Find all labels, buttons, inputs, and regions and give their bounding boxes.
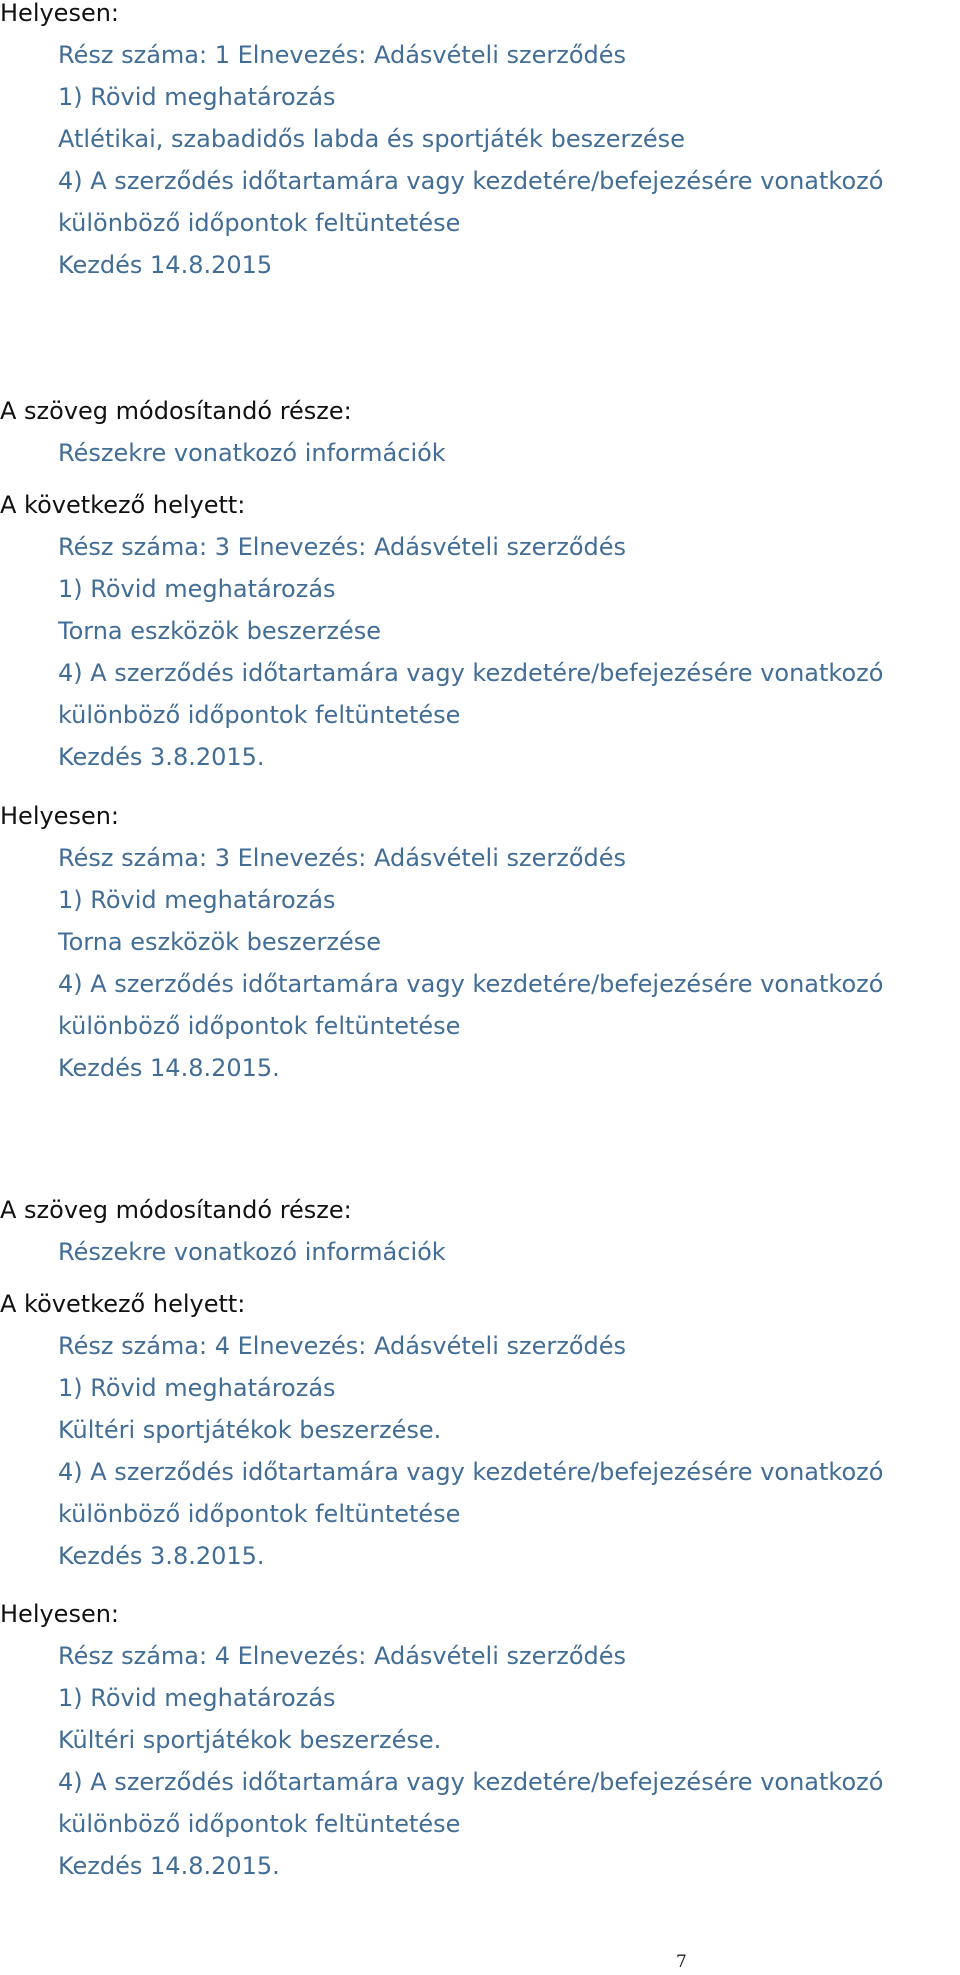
- page-number: 7: [676, 1952, 687, 1972]
- duration-heading: 4) A szerződés időtartamára vagy kezdetére/befejezésére vonatkozó: [58, 1768, 884, 1796]
- section-content: [0, 526, 960, 778]
- start-date: Kezdés 14.8.2015.: [58, 1054, 280, 1082]
- section-content: [0, 1325, 960, 1577]
- correction-section-part-3: [0, 795, 960, 1089]
- part-number-line: Rész száma: 1 Elnevezés: Adásvételi szerződés: [58, 41, 627, 69]
- text-to-modify-section-2: [0, 1189, 960, 1273]
- duration-heading-continued: különböző időpontok feltüntetése: [58, 209, 461, 237]
- duration-heading: 4) A szerződés időtartamára vagy kezdetére/befejezésére vonatkozó: [58, 970, 884, 998]
- short-description-text: Torna eszközök beszerzése: [58, 928, 382, 956]
- correction-section-part-4: [0, 1593, 960, 1887]
- modified-section-name: Részekre vonatkozó információk: [58, 439, 446, 467]
- short-description-heading: 1) Rövid meghatározás: [58, 575, 336, 603]
- section-label: Helyesen:: [0, 0, 120, 27]
- instead-of-section-part-4: [0, 1283, 960, 1577]
- section-content: [0, 1231, 960, 1273]
- start-date: Kezdés 3.8.2015.: [58, 1542, 265, 1570]
- section-label: Helyesen:: [0, 802, 120, 830]
- correction-section-part-1: [0, 0, 960, 286]
- part-number-line: Rész száma: 3 Elnevezés: Adásvételi szerződés: [58, 844, 627, 872]
- duration-heading-continued: különböző időpontok feltüntetése: [58, 1810, 461, 1838]
- duration-heading: 4) A szerződés időtartamára vagy kezdetére/befejezésére vonatkozó: [58, 1458, 884, 1486]
- duration-heading: 4) A szerződés időtartamára vagy kezdetére/befejezésére vonatkozó: [58, 659, 884, 687]
- short-description-heading: 1) Rövid meghatározás: [58, 1684, 336, 1712]
- section-content: [0, 432, 960, 474]
- duration-heading-continued: különböző időpontok feltüntetése: [58, 1012, 461, 1040]
- section-content: [0, 1635, 960, 1887]
- section-content: [0, 837, 960, 1089]
- part-number-line: Rész száma: 4 Elnevezés: Adásvételi szerződés: [58, 1332, 627, 1360]
- short-description-text: Torna eszközök beszerzése: [58, 617, 382, 645]
- section-label: Helyesen:: [0, 1600, 120, 1628]
- section-label: A következő helyett:: [0, 491, 246, 519]
- duration-heading: 4) A szerződés időtartamára vagy kezdetére/befejezésére vonatkozó: [58, 167, 884, 195]
- modified-section-name: Részekre vonatkozó információk: [58, 1238, 446, 1266]
- part-number-line: Rész száma: 3 Elnevezés: Adásvételi szerződés: [58, 533, 627, 561]
- short-description-text: Atlétikai, szabadidős labda és sportjáték beszerzése: [58, 125, 685, 153]
- short-description-text: Kültéri sportjátékok beszerzése.: [58, 1726, 442, 1754]
- section-label: A szöveg módosítandó része:: [0, 1196, 352, 1224]
- short-description-text: Kültéri sportjátékok beszerzése.: [58, 1416, 442, 1444]
- start-date: Kezdés 14.8.2015: [58, 251, 273, 279]
- text-to-modify-section-1: [0, 390, 960, 474]
- section-content: [0, 34, 960, 286]
- short-description-heading: 1) Rövid meghatározás: [58, 1374, 336, 1402]
- short-description-heading: 1) Rövid meghatározás: [58, 886, 336, 914]
- section-label: A következő helyett:: [0, 1290, 246, 1318]
- start-date: Kezdés 3.8.2015.: [58, 743, 265, 771]
- duration-heading-continued: különböző időpontok feltüntetése: [58, 1500, 461, 1528]
- start-date: Kezdés 14.8.2015.: [58, 1852, 280, 1880]
- short-description-heading: 1) Rövid meghatározás: [58, 83, 336, 111]
- duration-heading-continued: különböző időpontok feltüntetése: [58, 701, 461, 729]
- part-number-line: Rész száma: 4 Elnevezés: Adásvételi szerződés: [58, 1642, 627, 1670]
- section-label: A szöveg módosítandó része:: [0, 397, 352, 425]
- instead-of-section-part-3: [0, 484, 960, 778]
